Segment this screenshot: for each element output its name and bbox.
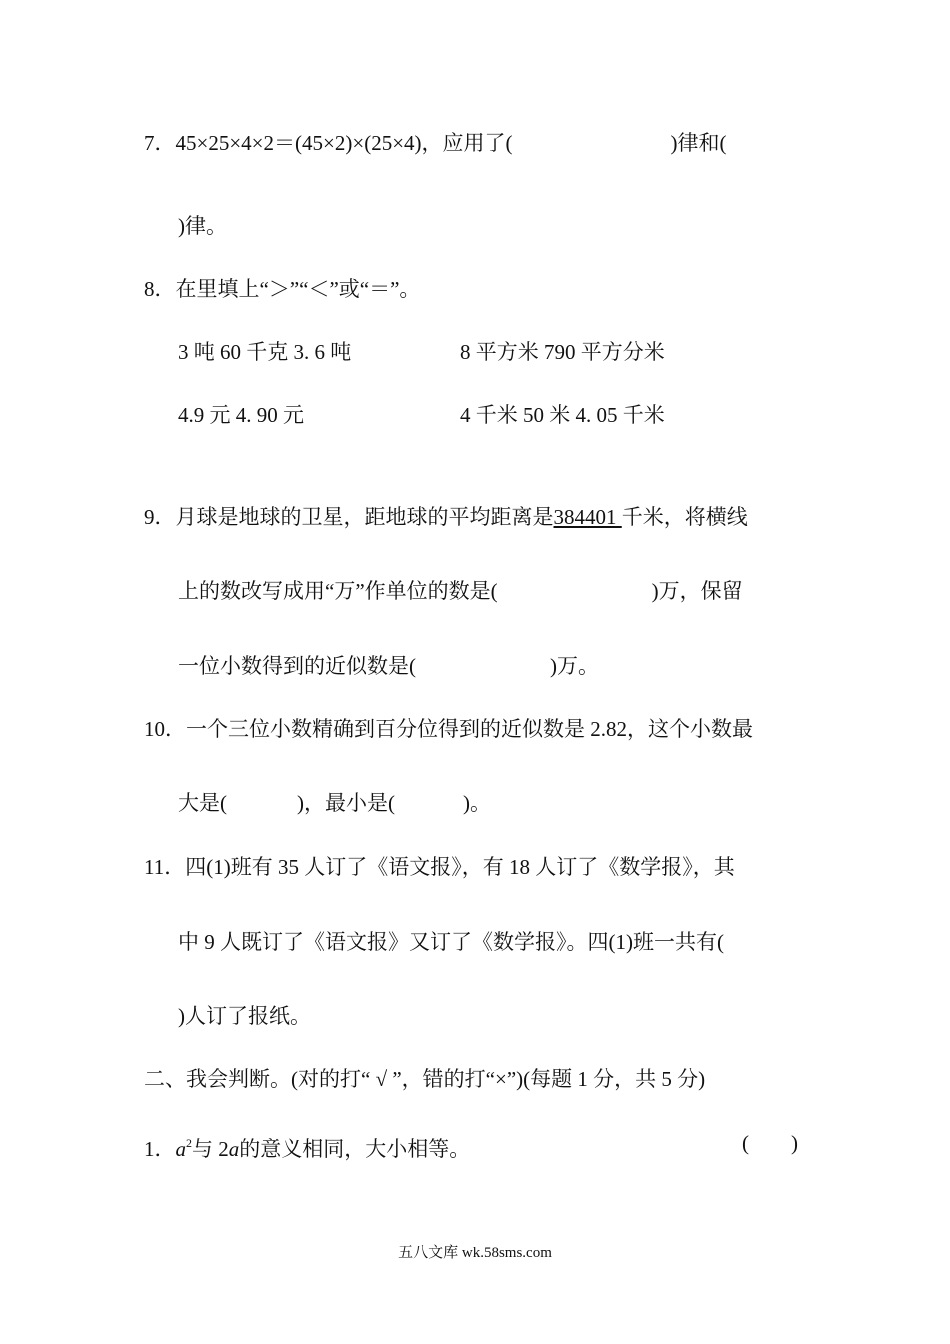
question-11	[144, 852, 735, 882]
variable: a	[228, 1137, 240, 1161]
footer-watermark	[0, 1243, 950, 1263]
question-text: 上的数改写成用“万”作单位的数是(	[178, 579, 498, 603]
comparison-item: 8 平方米 790 平方分米	[460, 340, 665, 364]
comparison-row-1	[178, 337, 778, 367]
question-text: 四(1)班有 35 人订了《语文报》，有 18 人订了《数学报》，其	[185, 855, 735, 879]
question-10	[144, 714, 753, 744]
section-title: 二、我会判断。(对的打“ √ ”，错的打“×”)(每题 1 分，共 5 分)	[144, 1067, 706, 1091]
question-text: )，最小是(	[297, 791, 395, 815]
judgement-1	[144, 1128, 824, 1161]
comparison-row-2	[178, 400, 778, 430]
question-number: 7．	[144, 131, 176, 155]
question-text: 大是(	[178, 791, 227, 815]
question-text: )律。	[178, 214, 227, 238]
question-number: 8．	[144, 277, 176, 301]
question-text: 月球是地球的卫星，距地球的平均距离是	[175, 505, 554, 529]
question-text: 千米，将横线	[621, 505, 748, 529]
comparison-item: 4.9 元 4. 90 元	[178, 403, 304, 427]
question-text: 的意义相同，大小相等。	[239, 1137, 471, 1161]
question-number: 9．	[144, 505, 176, 529]
question-text: )人订了报纸。	[178, 1004, 311, 1028]
exponent: 2	[186, 1136, 192, 1150]
question-text: 中 9 人既订了《语文报》又订了《数学报》。四(1)班一共有(	[178, 930, 724, 954]
question-9-line-2	[178, 576, 743, 606]
variable: a	[175, 1137, 186, 1161]
question-7-continuation	[178, 211, 227, 241]
question-8	[144, 274, 420, 304]
question-text: 与 2	[192, 1137, 229, 1161]
question-7	[144, 128, 727, 158]
question-text: 45×25×4×2＝(45×2)×(25×4)，应用了(	[175, 131, 513, 155]
question-11-line-3	[178, 1001, 311, 1031]
question-text: )万。	[550, 654, 599, 678]
question-9-line-3	[178, 651, 599, 681]
question-9	[144, 502, 748, 532]
question-10-line-2	[178, 788, 491, 818]
question-11-line-2	[178, 927, 724, 957]
question-number: 1．	[144, 1137, 176, 1161]
underlined-number: 384401	[553, 505, 622, 529]
answer-bracket: ( )	[742, 1131, 798, 1155]
comparison-item: 4 千米 50 米 4. 05 千米	[460, 403, 665, 427]
question-text: 一个三位小数精确到百分位得到的近似数是 2.82，这个小数最	[186, 717, 753, 741]
question-text: 在里填上“＞”“＜”或“＝”。	[175, 277, 421, 301]
question-text: )。	[463, 791, 491, 815]
footer-text: 五八文库 wk.58sms.com	[398, 1245, 552, 1261]
question-number: 11．	[144, 855, 186, 879]
comparison-item: 3 吨 60 千克 3. 6 吨	[178, 340, 352, 364]
question-number: 10．	[144, 717, 186, 741]
question-text: )律和(	[670, 131, 727, 155]
section-heading	[144, 1064, 705, 1094]
question-text: 一位小数得到的近似数是(	[178, 654, 416, 678]
question-text: )万，保留	[651, 579, 743, 603]
